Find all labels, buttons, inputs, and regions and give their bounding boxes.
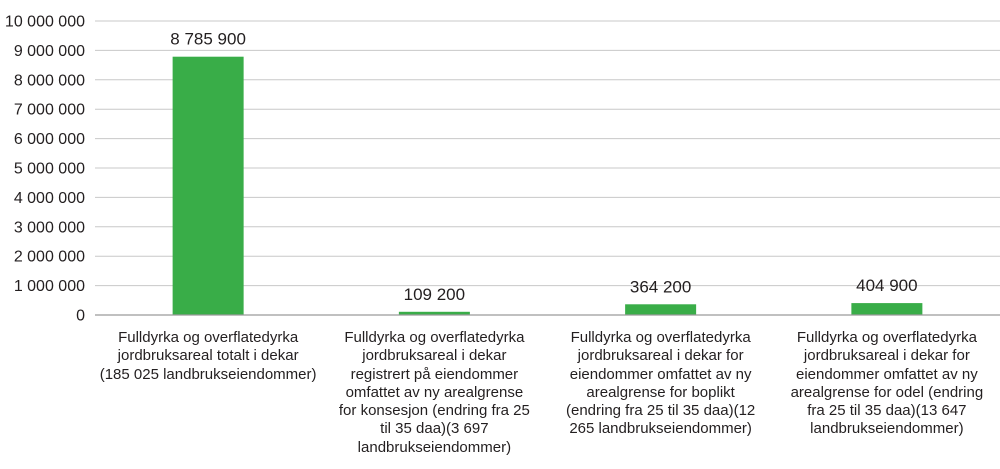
y-tick-label: 2 000 000 bbox=[13, 248, 85, 266]
category-label-3: Fulldyrka og overflatedyrka jordbruksareal i dekar for eiendommer omfattet av ny arealgrense for boplikt (endring fra 25 til 35 daa)(12 265 landbrukseiendommer) bbox=[565, 329, 756, 438]
y-tick-label: 0 bbox=[76, 307, 85, 325]
y-tick-label: 9 000 000 bbox=[13, 42, 85, 60]
y-tick-label: 6 000 000 bbox=[13, 131, 85, 149]
bar bbox=[173, 57, 244, 315]
y-tick-label: 5 000 000 bbox=[13, 160, 85, 178]
bar bbox=[625, 304, 696, 315]
y-tick-label: 4 000 000 bbox=[13, 189, 85, 207]
category-label-1: Fulldyrka og overflatedyrka jordbruksareal totalt i dekar (185 025 landbrukseiendommer) bbox=[99, 329, 317, 383]
y-tick-label: 8 000 000 bbox=[13, 72, 85, 90]
y-tick-label: 7 000 000 bbox=[13, 101, 85, 119]
data-labels bbox=[170, 30, 917, 304]
y-tick-label: 3 000 000 bbox=[13, 219, 85, 237]
bars bbox=[173, 57, 923, 315]
data-label: 109 200 bbox=[403, 284, 466, 304]
y-axis bbox=[5, 14, 85, 325]
bar bbox=[851, 303, 922, 315]
data-label: 8 785 900 bbox=[170, 29, 246, 49]
category-label-4: Fulldyrka og overflatedyrka jordbruksareal i dekar for eiendommer omfattet av ny arealgrense for odel (endring fra 25 til 35 daa)(13 647 landbrukseiendommer) bbox=[790, 329, 984, 438]
data-label: 404 900 bbox=[856, 276, 918, 296]
y-tick-label: 10 000 000 bbox=[4, 13, 85, 31]
data-label: 364 200 bbox=[629, 277, 692, 297]
category-label-2: Fulldyrka og overflatedyrka jordbruksareal i dekar registrert på eiendommer omfattet av ny arealgrense for konsesjon (endring fra 25 til 35 daa)(3 697 landbrukseiendommer) bbox=[338, 329, 530, 456]
y-tick-label: 1 000 000 bbox=[13, 278, 85, 296]
